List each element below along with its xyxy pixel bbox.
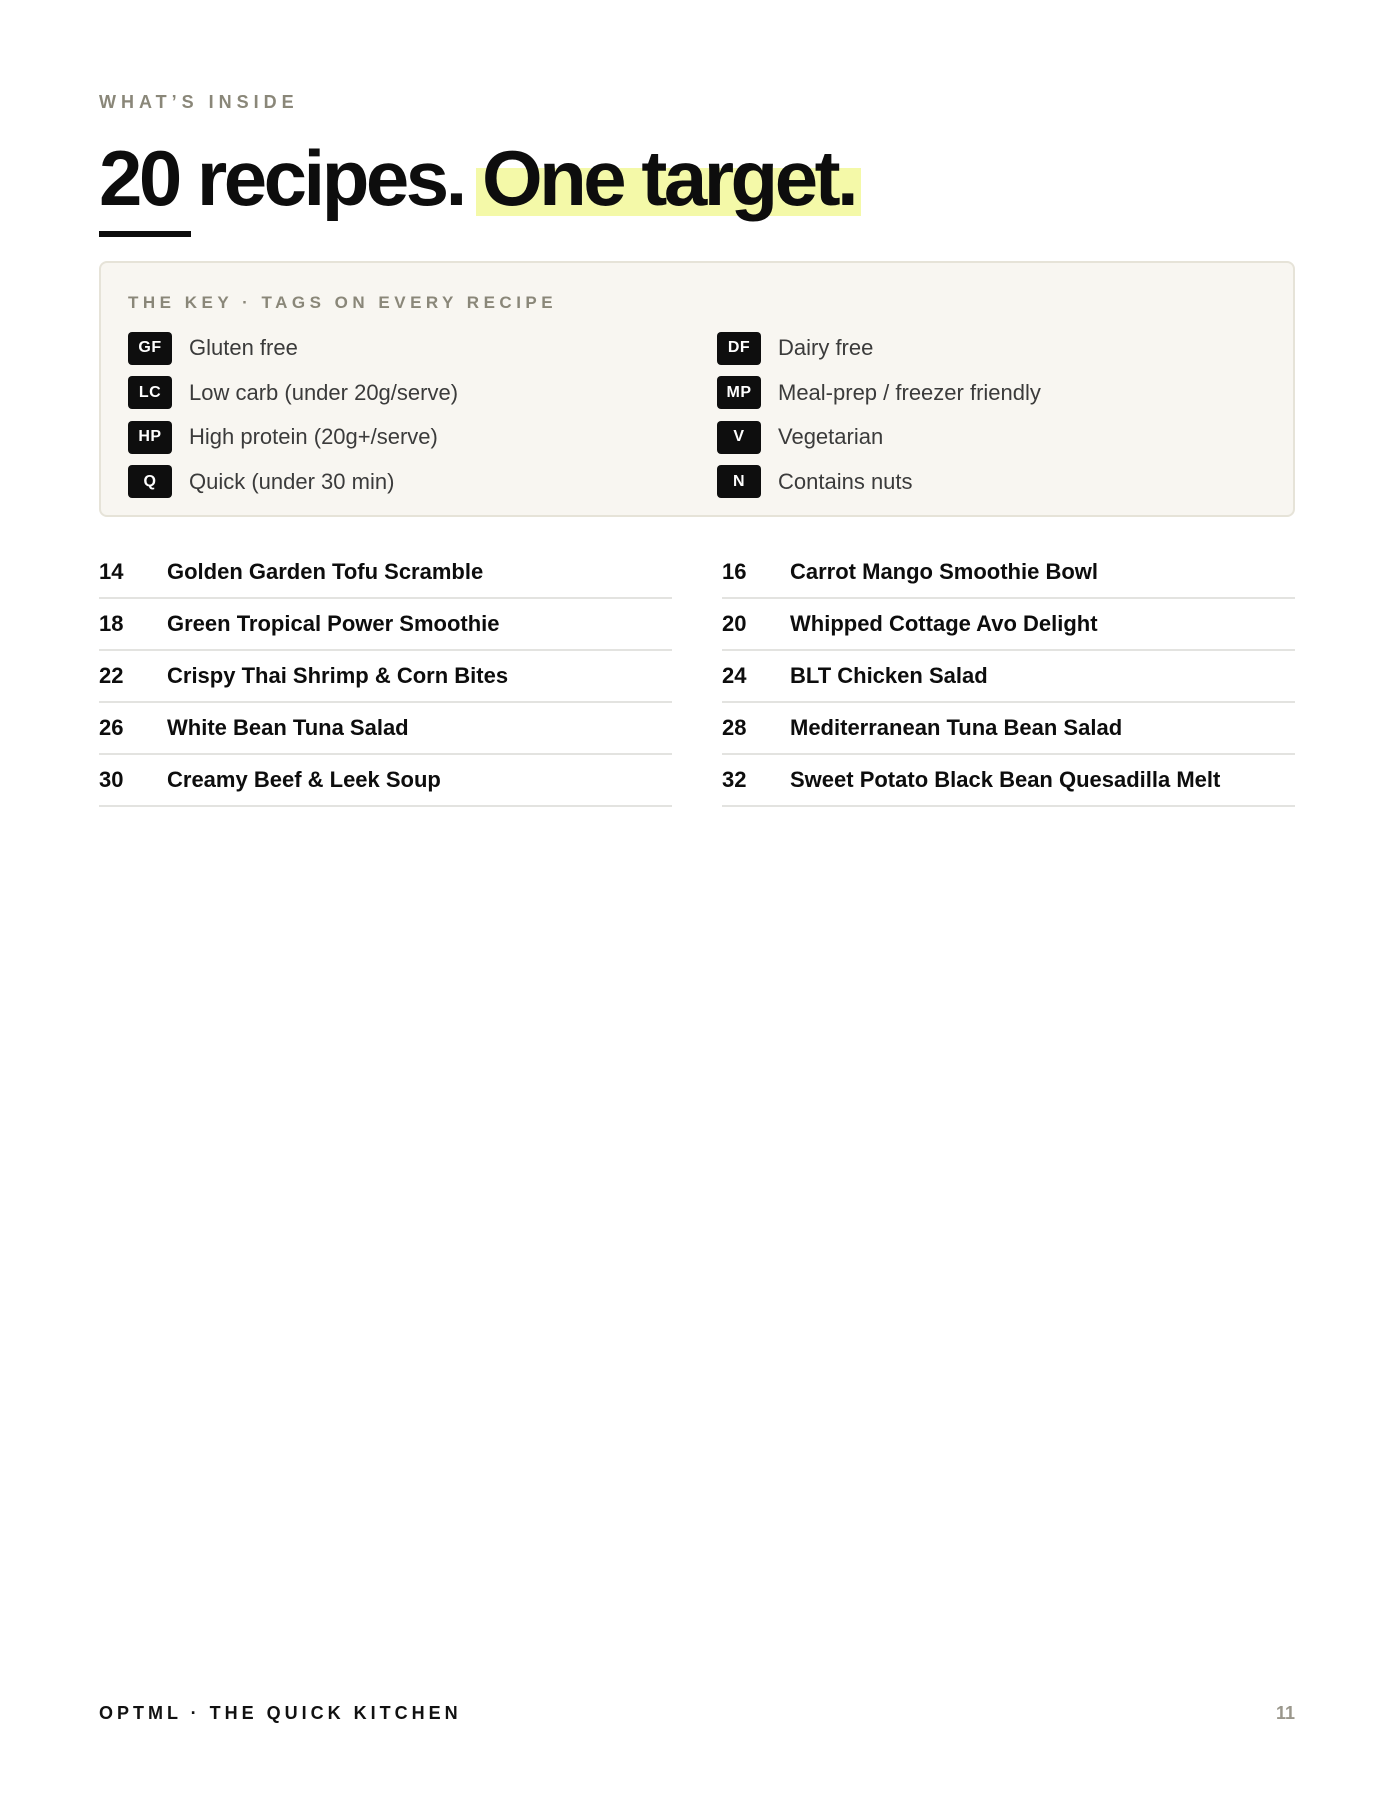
footer-brand: OPTML · THE QUICK KITCHEN — [99, 1703, 462, 1723]
key-item — [128, 326, 458, 371]
tag-badge: N — [717, 465, 761, 498]
page — [99, 0, 1299, 1812]
key-label: Quick (under 30 min) — [189, 468, 395, 494]
tag-badge: HP — [128, 421, 172, 454]
tag-badge: GF — [128, 332, 172, 365]
section-eyebrow: WHAT’S INSIDE — [99, 92, 299, 112]
key-column-right — [717, 326, 1041, 504]
recipe-title: Sweet Potato Black Bean Quesadilla Melt — [790, 767, 1221, 793]
key-heading: THE KEY · TAGS ON EVERY RECIPE — [128, 293, 558, 312]
tag-badge: Q — [128, 465, 172, 498]
key-item — [128, 371, 458, 416]
key-item — [717, 371, 1041, 416]
recipe-row[interactable] — [722, 548, 1295, 599]
recipe-row[interactable] — [722, 704, 1295, 755]
recipe-title: Green Tropical Power Smoothie — [167, 611, 500, 637]
title-highlight: One target. — [482, 130, 855, 226]
tag-key-panel — [99, 261, 1295, 517]
recipe-row[interactable] — [99, 548, 672, 599]
recipe-page-number: 22 — [99, 663, 124, 689]
title-number: 20 — [99, 134, 179, 222]
recipe-row[interactable] — [99, 756, 672, 807]
key-item — [717, 415, 1041, 460]
recipe-page-number: 28 — [722, 715, 747, 741]
key-label: Meal-prep / freezer friendly — [778, 379, 1041, 405]
tag-badge: LC — [128, 376, 172, 409]
key-label: Low carb (under 20g/serve) — [189, 379, 459, 405]
recipe-page-number: 20 — [722, 611, 747, 637]
recipe-row[interactable] — [722, 756, 1295, 807]
title-underline — [99, 231, 191, 237]
key-label: Vegetarian — [778, 424, 884, 450]
recipe-row[interactable] — [99, 600, 672, 651]
recipe-page-number: 24 — [722, 663, 747, 689]
key-column-left — [128, 326, 458, 504]
recipe-page-number: 26 — [99, 715, 124, 741]
recipe-page-number: 16 — [722, 559, 747, 585]
recipe-list-left — [99, 548, 672, 808]
recipe-title: Mediterranean Tuna Bean Salad — [790, 715, 1123, 741]
recipe-page-number: 30 — [99, 767, 124, 793]
tag-badge: MP — [717, 376, 761, 409]
page-title — [99, 130, 855, 226]
recipe-row[interactable] — [722, 652, 1295, 703]
recipe-row[interactable] — [722, 600, 1295, 651]
recipe-row[interactable] — [99, 652, 672, 703]
recipe-title: White Bean Tuna Salad — [167, 715, 409, 741]
recipe-title: Carrot Mango Smoothie Bowl — [790, 559, 1098, 585]
tag-badge: V — [717, 421, 761, 454]
recipe-title: Crispy Thai Shrimp & Corn Bites — [167, 663, 509, 689]
key-item — [128, 415, 458, 460]
key-label: Gluten free — [189, 335, 298, 361]
recipe-row[interactable] — [99, 704, 672, 755]
recipe-title: BLT Chicken Salad — [790, 663, 988, 689]
key-item — [128, 460, 458, 505]
recipe-title: Creamy Beef & Leek Soup — [167, 767, 441, 793]
recipe-title: Whipped Cottage Avo Delight — [790, 611, 1098, 637]
key-item — [717, 326, 1041, 371]
tag-badge: DF — [717, 332, 761, 365]
footer-page-number: 11 — [1275, 1703, 1295, 1723]
recipe-page-number: 32 — [722, 767, 747, 793]
recipe-title: Golden Garden Tofu Scramble — [167, 559, 484, 585]
key-label: Contains nuts — [778, 468, 913, 494]
title-text: recipes. — [178, 134, 464, 222]
recipe-list-right — [722, 548, 1295, 808]
recipe-page-number: 18 — [99, 611, 124, 637]
recipe-page-number: 14 — [99, 559, 124, 585]
key-label: Dairy free — [778, 335, 874, 361]
key-item — [717, 460, 1041, 505]
key-label: High protein (20g+/serve) — [189, 424, 438, 450]
